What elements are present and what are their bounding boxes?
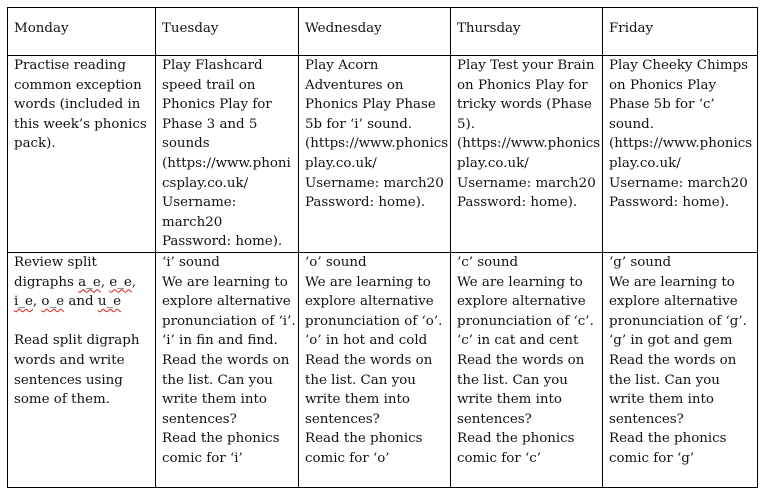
- cell-wednesday-lesson: [299, 252, 451, 487]
- text-line: Password: home).: [609, 195, 730, 211]
- text-line: ‘i’ in fin and find.: [162, 333, 278, 349]
- text-line: Play Acorn: [305, 58, 379, 73]
- text-line: Play Cheeky Chimps: [609, 58, 749, 73]
- text-line: sounds: [162, 136, 210, 152]
- text-line: Username: march20: [609, 175, 748, 191]
- text-line: sentences?: [305, 411, 380, 427]
- cell-thursday-lesson: [451, 252, 603, 487]
- url-line: (https://www.phoni: [162, 155, 291, 171]
- header-tuesday: Tuesday: [156, 8, 299, 56]
- text-line: sentences using: [14, 372, 123, 388]
- text-line: Review split: [14, 254, 97, 270]
- text-line: pronunciation of ‘g’.: [609, 313, 747, 329]
- header-friday: Friday: [603, 8, 758, 56]
- text-line: Play Flashcard: [162, 58, 263, 73]
- text-line: the list. Can you: [609, 372, 720, 388]
- text-line: common exception: [14, 77, 142, 93]
- text-line: on Phonics Play: [609, 77, 717, 93]
- url-line: play.co.uk/: [457, 155, 529, 171]
- text-line: pronunciation of ‘o’.: [305, 313, 443, 329]
- text-line: on Phonics Play for: [457, 77, 588, 93]
- text-line: Read the phonics: [609, 431, 727, 447]
- cell-monday-activity: [8, 56, 156, 253]
- url-line: (https://www.phonics: [305, 136, 449, 152]
- text-line: Read the phonics: [162, 431, 280, 447]
- text-line: We are learning to: [457, 274, 583, 290]
- digraphs-line: i_e, o_e and u_e: [14, 294, 122, 310]
- text-line: Username:: [162, 195, 237, 211]
- text-line: Read the phonics: [305, 431, 423, 447]
- text-line: Password: home).: [305, 195, 426, 211]
- cell-wednesday-activity: [299, 56, 451, 253]
- text-line: sound.: [609, 116, 655, 132]
- url-line: csplay.co.uk/: [162, 175, 249, 191]
- text-line: explore alternative: [457, 294, 586, 310]
- text-line: pronunciation of ‘c’.: [457, 313, 594, 329]
- header-row: [8, 8, 758, 56]
- text-line: Read the words on: [457, 352, 585, 368]
- text-line: Read the words on: [305, 352, 433, 368]
- text-line: Read the words on: [609, 352, 737, 368]
- document-page: [7, 7, 757, 488]
- text-line: We are learning to: [162, 274, 288, 290]
- text-line: write them into: [457, 392, 562, 408]
- text-line: 5).: [457, 116, 476, 132]
- text-line: Phonics Play for: [162, 97, 272, 113]
- sound-heading: ‘c’ sound: [457, 254, 519, 270]
- text-line: write them into: [609, 392, 714, 408]
- text-line: explore alternative: [305, 294, 434, 310]
- cell-tuesday-lesson: [156, 252, 299, 487]
- url-line: play.co.uk/: [305, 155, 377, 171]
- header-thursday: Thursday: [451, 8, 603, 56]
- text-line: ‘o’ in hot and cold: [305, 333, 428, 349]
- text-line: Adventures on: [305, 77, 404, 93]
- text-line: 5b for ‘i’ sound.: [305, 116, 413, 132]
- text-line: Play Test your Brain: [457, 58, 595, 73]
- activity-row: [8, 56, 758, 253]
- text-line: words and write: [14, 352, 125, 368]
- text-line: explore alternative: [162, 294, 291, 310]
- url-line: play.co.uk/: [609, 155, 681, 171]
- text-line: Password: home).: [162, 234, 283, 250]
- text-line: explore alternative: [609, 294, 738, 310]
- cell-thursday-activity: [451, 56, 603, 253]
- sound-heading: ‘g’ sound: [609, 254, 672, 270]
- text-line: write them into: [162, 392, 267, 408]
- url-line: (https://www.phonics: [457, 136, 601, 152]
- text-line: Phase 3 and 5: [162, 116, 258, 132]
- sound-heading: ‘i’ sound: [162, 254, 220, 270]
- text-line: comic for ‘g’: [609, 450, 695, 466]
- text-line: tricky words (Phase: [457, 97, 592, 113]
- text-line: the list. Can you: [305, 372, 416, 388]
- text-line: sentences?: [457, 411, 532, 427]
- text-line: ‘g’ in got and gem: [609, 333, 733, 349]
- text-line: pack).: [14, 136, 56, 152]
- text-line: Read the words on: [162, 352, 290, 368]
- digraph-item: i_e: [14, 294, 33, 310]
- and-word: and: [68, 294, 94, 310]
- text-line: pronunciation of ‘i’.: [162, 313, 296, 329]
- cell-monday-lesson: [8, 252, 156, 487]
- digraph-item: u_e: [97, 294, 122, 310]
- text-line: Read the phonics: [457, 431, 575, 447]
- text-line: sentences?: [609, 411, 684, 427]
- text-line: this week’s phonics: [14, 116, 147, 132]
- text-line: the list. Can you: [457, 372, 568, 388]
- text-line: write them into: [305, 392, 410, 408]
- blank-line: [14, 312, 149, 332]
- digraph-item: a_e: [78, 274, 101, 290]
- text-line: sentences?: [162, 411, 237, 427]
- text-line: comic for ‘i’: [162, 450, 243, 466]
- text-line: We are learning to: [609, 274, 735, 290]
- text-line: Username: march20: [305, 175, 444, 191]
- text-line: We are learning to: [305, 274, 431, 290]
- text-line: words (included in: [14, 97, 141, 113]
- digraph-item: e_e: [109, 274, 132, 290]
- text-line: comic for ‘c’: [457, 450, 541, 466]
- text-line: Password: home).: [457, 195, 578, 211]
- header-wednesday: Wednesday: [299, 8, 451, 56]
- digraph-item: o_e: [41, 294, 65, 310]
- text-line: some of them.: [14, 392, 110, 408]
- text-line: Username: march20: [457, 175, 596, 191]
- cell-friday-activity: [603, 56, 758, 253]
- sound-heading: ‘o’ sound: [305, 254, 367, 270]
- url-line: (https://www.phonics: [609, 136, 753, 152]
- text-line: the list. Can you: [162, 372, 273, 388]
- digraphs-line: digraphs a_e, e_e,: [14, 274, 137, 290]
- text-line: speed trail on: [162, 77, 256, 93]
- weekly-phonics-table: [7, 7, 758, 488]
- digraphs-label: digraphs: [14, 274, 79, 290]
- text-line: ‘c’ in cat and cent: [457, 333, 579, 349]
- text-line: comic for ‘o’: [305, 450, 390, 466]
- text-line: Phase 5b for ‘c’: [609, 97, 715, 113]
- lesson-row: [8, 252, 758, 487]
- text-line: Read split digraph: [14, 333, 140, 349]
- text-line: Phonics Play Phase: [305, 97, 436, 113]
- cell-friday-lesson: [603, 252, 758, 487]
- text-line: Practise reading: [14, 58, 126, 73]
- cell-tuesday-activity: [156, 56, 299, 253]
- header-monday: Monday: [8, 8, 156, 56]
- text-line: march20: [162, 214, 223, 230]
